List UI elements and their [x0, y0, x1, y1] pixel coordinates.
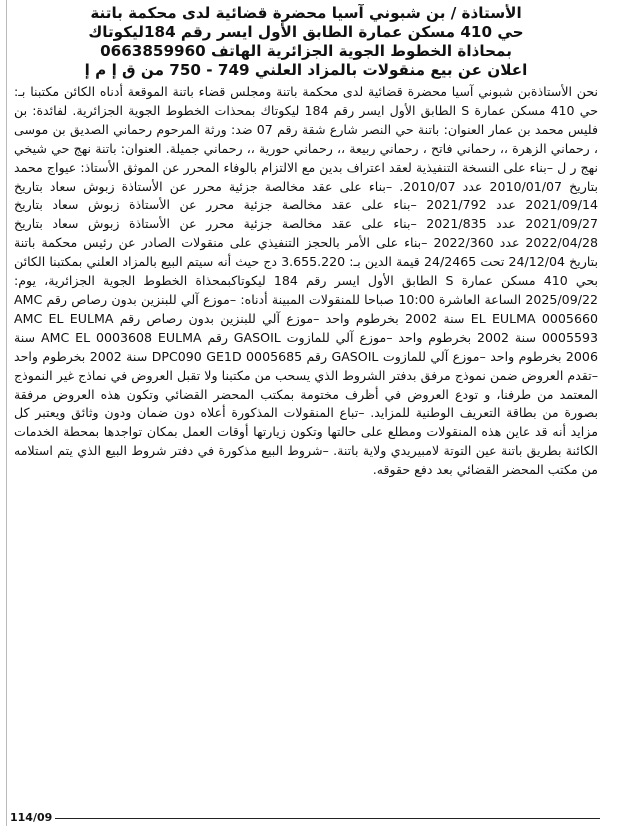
notice-footer [10, 810, 600, 826]
header-line-address: حي 410 مسكن عمارة الطابق الأول ايسر رقم 184ليكوتاك [88, 23, 524, 41]
footer-rule [54, 818, 600, 819]
left-column-rule [6, 0, 7, 826]
header-line-title: اعلان عن بيع منقولات بالمزاد العلني 749 - 750 من ق إ م إ [84, 61, 528, 79]
header-line-phone: بمحاذاة الخطوط الجوية الجزائرية الهاتف 0663859960 [100, 42, 512, 60]
header-line-bailiff: الأستاذة / بن شبوني آسيا محضرة قضائية لدى محكمة باتنة [90, 4, 522, 22]
notice-header [14, 4, 598, 80]
reference-number: 114/09 [10, 810, 55, 826]
notice-body: نحن الأستاذةبن شبوني آسيا محضرة قضائية لدى محكمة باتنة ومجلس قضاء باتنة الموقعة أدناه الكائن مكتبنا بـ: حي 410 مسكن عمارة S الطابق الأول ايسر رقم 184 ليكوتاك بمحذات الخطوط الجوية الجزائرية. لفائدة: بن فليس محمد بن عمار العنوان: باتنة حي النصر شارع شقة رقم 07 ضد: ورثة المرحوم رحماني الصديق بن موسى ، رحماني الزهرة ،، رحماني فاتح ، رحماني ربيعة ،، رحماني حورية ،، رحماني جميلة. العنوان: باتنة نهج حي شيخي نهج ر ل –بناء على النسخة التنفيذية لعقد اعتراف بدين مع الالتزام بالوفاء المحرر عن الموثق الأستاذ: عيواج محمد بتاريخ 2010/01/07 عدد 2010/07. –بناء على عقد مخالصة جزئية محرر عن الأستاذة زبوش سعاد بتاريخ 2021/09/14 عدد 2021/792 –بناء على عقد مخالصة جزئية محرر عن الأستاذة زبوش سعاد بتاريخ 2021/09/27 عدد 2021/835 –بناء على عقد مخالصة جزئية محرر عن الأستاذة زبوش سعاد بتاريخ 2022/04/28 عدد 2022/360 –بناء على الأمر بالحجز التنفيذي على منقولات الصادر عن رئيس محكمة باتنة بتاريخ 24/12/04 تحت 24/2465 قيمة الدين بـ: 3.655.220 دج حيث أنه سيتم البيع بالمزاد العلني بمكتبنا الكائن بحي 410 مسكن عمارة S الطابق الأول ايسر رقم 184 ليكوتاكبمحذاة الخطوط الجوية الجزائرية، يوم: 2025/09/22 الساعة العاشرة 10:00 صباحا للمنقولات المبينة أدناه: –موزع آلي للبنزين بدون رصاص رقم AMC EL EULMA 0005660 سنة 2002 بخرطوم واحد –موزع آلي للبنزين بدون رصاص رقم AMC EL EULMA 0005593 سنة 2002 بخرطوم واحد –موزع آلي للمازوت GASOIL رقم AMC EL 0003608 EULMA سنة 2006 بخرطوم واحد –موزع آلي للمازوت GASOIL رقم DPC090 GE1D 0005685 سنة 2002 بخرطوم واحد –تقدم العروض ضمن نموذج مرفق بدفتر الشروط الذي يسحب من مكتبنا ولا تقبل العروض في نماذج غير النموذج المعتمد من طرفنا، و تودع العروض في أظرف مختومة بمكتب المحضر القضائي وتكون هذه العروض مرفقة بصورة من بطاقة التعريف الوطنية للمزايد. –تباع المنقولات المذكورة أعلاه دون ضمان ودون وثائق ويعتبر كل مزايد أنه قد عاين هذه المنقولات ومطلع على حالتها وتكون زيارتها أوقات العمل بمكان تواجدها بمحطة الخدمات الكائنة بطريق باتنة عين التوتة لامبيريدي ولاية باتنة. –شروط البيع مذكورة في دفتر شروط البيع الذي يتم استلامه من مكتب المحضر القضائي بعد دفع حقوقه. [14, 84, 598, 478]
auction-notice [14, 4, 598, 810]
